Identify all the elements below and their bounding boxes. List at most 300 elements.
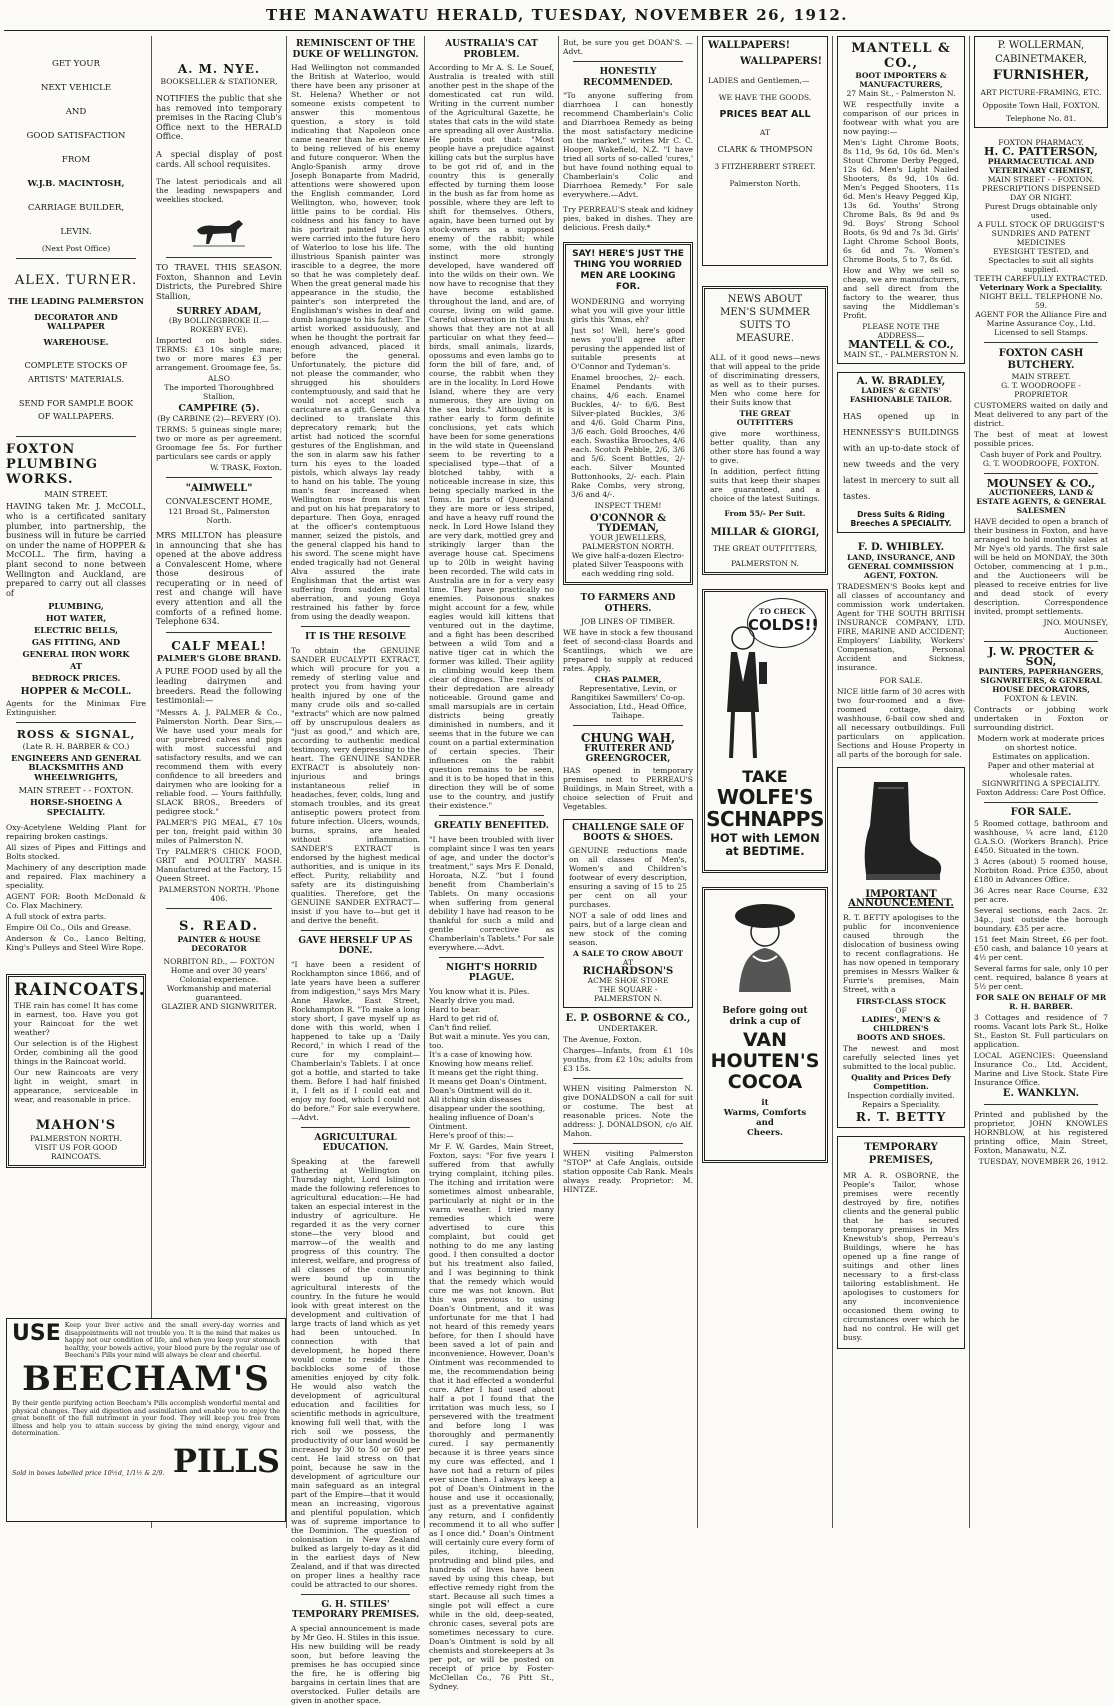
verse-line: Nearly drive you mad.: [429, 995, 515, 1005]
separator: [984, 342, 1098, 343]
calf-title: CALF MEAL!: [171, 638, 267, 653]
column-5: [563, 36, 693, 1528]
imprint-date: TUESDAY, NOVEMBER 26, 1912.: [978, 1156, 1108, 1166]
ad-line: 3 FITZHERBERT STREET.: [714, 162, 816, 172]
separator: [984, 802, 1098, 803]
ad-body: 36 Acres near Race Course, £32 per acre.: [974, 886, 1108, 905]
ad-line: G. T. WOODROOFE, FOXTON.: [982, 458, 1100, 468]
ad-line: Inspection cordially invited. Repairs a Speciality.: [847, 1090, 955, 1109]
ad-body: NICE little farm of 30 acres with two four-roomed and a five-roomed cottage, dairy, washhouse, 6-bail cow shed and all necessary outbuildings. Full particulars on application. Sections and House Property in all parts of the borough for sale.: [837, 686, 965, 759]
ad-line: (Late R. H. BARBER & CO.): [22, 741, 130, 751]
ad-line: EYESIGHT TESTED, and Spectacles to suit all sights supplied.: [988, 246, 1094, 274]
ad-body: TRADESMEN'S Books kept and all classes of accountancy and commission work undertaken. Agent for THE SOUTH BRITISH INSURANCE COMPANY, LTD. FIRE, MARINE AND ACCIDENT; Employers' Liability, Workers' Compensation, Personal Accident and Sickness, insurance.: [837, 581, 965, 672]
ad-line: AND: [65, 107, 87, 117]
mantell-ad: [837, 36, 965, 364]
ad-line: GENERAL IRON WORK: [22, 649, 130, 660]
beecham-ad: [6, 1318, 286, 1522]
ad-line: FOR SALE.: [879, 675, 923, 685]
verse-line: Can't find relief.: [429, 1022, 492, 1032]
ad-line: Licensed to sell Stamps.: [994, 327, 1088, 337]
ad-body: By their gentle purifying action Beecham's Pills accomplish wonderful mental and physical changes. They aid digestion and assimilation and enable you to enjoy the great benefit of the full nutriment in your food. They will keep you free from illness and help you to attain success by giving the mind energy, vigour and determination.: [12, 1398, 280, 1438]
verse-line: Here's proof of this:—: [429, 1130, 514, 1140]
ad-title: WALLPAPERS!: [739, 55, 822, 67]
ad-line: FOXTON PHARMACY.: [998, 138, 1084, 148]
ad-title: COLDS!!: [748, 615, 819, 634]
ad-line: PAINTERS, PAPERHANGERS, SIGNWRITERS, & GENERAL HOUSE DECORATORS,: [978, 666, 1104, 694]
separator: [573, 1078, 683, 1079]
ad-line: BEDROCK PRICES.: [31, 673, 121, 684]
ad-body: Several farms for sale, only 10 per cent. required, balance 8 years at 5½ per cent.: [974, 964, 1108, 992]
ad-line: FIRST-CLASS STOCK: [856, 996, 946, 1006]
column-6: [702, 36, 828, 1528]
ad-title: P. WOLLERMAN,: [997, 40, 1085, 51]
imprint: Printed and published by the proprietor, JOHN KNOWLES HORNBLOW, at his registered printing office, Main Street, Foxton, Manawatu, N.Z.: [974, 1109, 1108, 1155]
ad-line: HOT with LEMON at BEDTIME.: [710, 830, 820, 858]
column-rule: [286, 36, 287, 1528]
ad-title: VAN HOUTEN'S COCOA: [710, 1028, 820, 1093]
column-3: [291, 36, 421, 1705]
ad-body: Keep your liver active and the small every-day worries and disappointments will not trouble you. It is the mind that makes us happy not our condition of life, and when you keep your stomach healthy, your bowels active, your blood pure by the regular use of Beecham's Pills your mind will always be clear and cheerful.: [64, 1321, 280, 1360]
ad-title: FURNISHER,: [992, 68, 1090, 84]
verse-line: But wait a minute. Yes you can, too.: [429, 1031, 550, 1050]
ad-line: CARRIAGE BUILDER,: [27, 203, 125, 213]
ad-line: Foxton Address: Care Post Office.: [976, 787, 1106, 797]
raincoats-title: RAINCOATS.: [14, 980, 146, 1001]
ad-line: The Avenue, Foxton.: [563, 1034, 642, 1044]
ad-line: THE GREAT OUTFITTERS,: [712, 543, 818, 553]
ad-signature: CHAS PALMER,: [594, 675, 662, 685]
ad-line: WAREHOUSE.: [43, 336, 109, 347]
ad-line: SEND FOR SAMPLE BOOK: [18, 397, 134, 408]
ad-line: Estimates on application.: [992, 751, 1090, 761]
ad-body: Several sections, each 2acs. 2r. 34p., just outside the borough boundary. £35 per acre.: [974, 906, 1108, 934]
ad-line: CONVALESCENT HOME,: [165, 496, 273, 507]
ad-line: INSPECT THEM!: [594, 501, 662, 510]
ad-line: AUCTIONEERS, LAND & ESTATE AGENTS, & GENERAL SALESMEN: [976, 488, 1106, 516]
ad-line: and: [756, 1117, 774, 1128]
ad-line: HORSE-SHOEING A SPECIALITY.: [30, 797, 122, 817]
ad-line: Veterinary Work a Speciality.: [979, 282, 1103, 292]
separator: [301, 1594, 410, 1595]
ad-body: A PURE FOOD used by all the leading dairymen and breeders. Read the following testimonial:—: [156, 666, 282, 706]
ad-line: FOR SALE ON BEHALF OF MR R. H. BARBER.: [975, 993, 1107, 1012]
ad-line: SIGNWRITING A SPECIALITY.: [981, 778, 1101, 788]
ad-line: ACME SHOE STORE: [587, 976, 669, 986]
ad-body: R. T. BETTY apologises to the public for inconvenience caused through the dislocation of business owing to recent conflagrations. He has now opened in temporary premises in Messrs Walker & Furrie's premises, Main Street, with a: [843, 912, 959, 994]
beecham-pills: PILLS: [172, 1441, 280, 1480]
waiter-figure-icon: [711, 622, 771, 762]
ad-line: A FULL STOCK OF DRUGGIST'S SUNDRIES AND PATENT MEDICINES: [977, 219, 1105, 247]
ad-body: Imported on both sides. TERMS: £3 10s single mare; two or more mares £3 per arrangement. Groomage fee, 5s.: [156, 336, 282, 373]
ad-signature: W. TRASK, Foxton.: [210, 462, 282, 472]
verse-line: You know what it is. Piles.: [429, 986, 530, 996]
ad-line: Modern work at moderate prices on shortest notice.: [977, 733, 1105, 752]
article-headline: GAVE HERSELF UP AS DONE.: [298, 935, 413, 956]
ad-body: 151 feet Main Street, £6 per foot. £50 cash, and balance 10 years at 4½ per cent.: [974, 935, 1108, 963]
ad-line: We give half-a-dozen Electro-plated Silver Teaspoons with each wedding ring sold.: [571, 551, 685, 579]
column-8: [974, 36, 1108, 1528]
separator: [301, 930, 410, 931]
ad-line: BOOKSELLER & STATIONER,: [160, 77, 278, 86]
article-headline: TO FARMERS AND OTHERS.: [580, 593, 676, 614]
article-body: Had Wellington not commanded the British at Waterloo, would there have been any prisoner at St. Helena? Whether or not someone exists competent to answer this momentous question, a story is told indicating that Napoleon once came nearer than he ever knew to being relieved of his enemy and future conqueror. When the Anglo-Spanish army drove Joseph Bonaparte from Madrid, attentions were showered upon the English commander, Lord Wellington, who, however, took little pains to be cordial. His coldness and his fancy to have his portrait painted by Goya were carried into the future hero of Waterloo to lose his life. The illustrious Spanish painter was irascible to a degree, the more so that he was completely deaf. When the great general made his appearance in the studio, the painter's son interpreted the Englishman's wishes in deaf and dumb language to his father. The artist worked assiduously, and when he thought the portrait far enough advanced, placed it before the general. Unfortunately, the picture did not please the commander, who shrugged his shoulders contemptuously, and said that he would not accept such a caricature as a gift. General Alva declined to translate this deprecatory remark; but the artist had noticed the scornful gestures of the Englishman, and the son in alarm saw his father turn his eyes to the loaded pistols, which always lay ready to hand on his table. The young man's fear increased when Wellington rose from his seat and put on his hat preparatory to departure. Then Goya, enraged at the officer's contemptuous manner, seized the pistols, and the general clapped his hand to his sword. The scene might have ended tragically had not General Alva assured the irate Englishman that the artist was suffering from sudden mental aberration, and young Goya restrained his father by force from using the deadly weapon.: [291, 63, 420, 621]
ad-body: Our selection is of the Highest Order, combining all the good things in the Raincoat world.: [14, 1039, 138, 1067]
ad-title: TEMPORARY PREMISES,: [864, 1141, 938, 1166]
ad-line: AT: [759, 127, 771, 137]
ad-line: NIGHT BELL. TELEPHONE No. 59.: [979, 291, 1103, 310]
ad-title: WOLFE'S SCHNAPPS: [706, 784, 824, 831]
wollerman-ad: [974, 36, 1108, 128]
ad-line: PLEASE NOTE THE ADDRESS—: [862, 322, 940, 340]
column-rule: [424, 36, 425, 1528]
ad-line: WE HAVE THE GOODS.: [718, 93, 812, 103]
ad-line: Quality and Prices Defy Competition.: [851, 1072, 951, 1091]
ad-line: NEXT VEHICLE: [40, 83, 112, 93]
ad-title: WALLPAPERS!: [708, 40, 791, 51]
ad-line: LADIES and Gentlemen,—: [708, 76, 810, 86]
ad-line: THE GREAT OUTFITTERS: [736, 409, 794, 427]
beecham-name: BEECHAM'S: [22, 1358, 270, 1399]
verse-line: It means get the right thing.: [429, 1067, 539, 1077]
ad-body: A special display of post cards. All school requisites.: [156, 148, 282, 169]
separator: [166, 632, 272, 633]
ad-signature: JNO. MOUNSEY,: [1043, 618, 1108, 628]
separator: [573, 1143, 683, 1144]
ad-body: The latest periodicals and all the leading newspapers and weeklies stocked.: [156, 177, 282, 205]
separator: [439, 957, 544, 958]
ad-title: J. W. PROCTER & SON,: [988, 645, 1094, 668]
ad-body: Our new Raincoats are very light in weight, smart in appearance, serviceable in wear, and reasonable in price.: [14, 1068, 138, 1105]
ad-line: PALMERSTON NORTH.: [581, 542, 675, 552]
ad-line: THE SQUARE - PALMERSTON N.: [593, 985, 663, 1004]
ad-body: Try PALMER'S CHICK FOOD, GRIT and POULTRY MASH. Manufactured at the Factory, 15 Queen Street.: [156, 846, 282, 883]
verse-line: Hard to get rid of.: [429, 1013, 499, 1023]
ad-body: The best of meat at lowest possible prices.: [974, 429, 1108, 448]
turner-title: ALEX. TURNER.: [14, 273, 138, 288]
macintosh-ad: [6, 52, 146, 253]
column-2: [156, 36, 282, 1310]
ad-body: HAS opened up in HENNESSY'S BUILDINGS with an up-to-date stock of new tweeds and the very latest in mercery to suit all tastes.: [843, 411, 959, 502]
separator: [166, 477, 272, 478]
ad-line: Warms, Comforts: [723, 1107, 807, 1118]
article-body: "To anyone suffering from diarrhoea I can honestly recommend Chamberlain's Colic and Diarrhoea Remedy as being the most satisfactory medicine on the market," writes Mr C. C. Hooper, Wakefield, N.Z. "I have tried all sorts of so-called 'cures,' but have found nothing equal to Chamberlain's Colic and Diarrhoea Remedy." For sale everywhere.—Advt.: [563, 91, 693, 199]
verse-line: Hard to bear.: [429, 1004, 481, 1014]
ad-line: From 55/- Per Suit.: [724, 509, 806, 518]
ad-line: (By BOLLINGBROKE II.—ROKEBY EVE).: [168, 316, 270, 335]
ad-line: 27 Main St., - Palmerston N.: [846, 89, 956, 98]
lady-portrait-icon: [725, 896, 805, 996]
ad-body: TERMS: 5 guineas single mare; two or more as per agreement. Groomage fee 5s. For further particulars see cards or apply: [156, 424, 282, 461]
ad-line: PHARMACEUTICAL AND VETERINARY CHEMIST,: [987, 156, 1095, 175]
ad-body: Men's Light Chrome Boots, 8s 11d, 9s 6d, 10s 6d. Men's Stout Chrome Derby Pegged, 12s 6d. Men's Light Nailed Shooters, 8s 9d, 10s 6d. Men's Pegged Shooters, 11s 6d. Men's Heavy Pegged Kip, 13s 6d. Youths' Strong Chrome Bals, 8s 9d and 9s 9d. Boys' Strong School Boots, 6s 9d and 7s 3d. Girls' Light Chrome School Boots, 6s 6d and 7s. Women's Chrome Boots, 5 to 7, 8s 6d.: [843, 138, 959, 264]
ad-body: CUSTOMERS waited on daily and Meat delivered to any part of the district.: [974, 400, 1108, 428]
ad-line: MAIN STREET - - FOXTON.: [18, 784, 134, 795]
ad-line: OF: [895, 1005, 907, 1015]
ad-title: CHALLENGE SALE OF BOOTS & SHOES.: [571, 823, 685, 843]
ad-line: MAIN STREET.: [44, 488, 108, 499]
ad-line: The imported Thoroughbred Stallion,: [164, 383, 274, 402]
plumbing-list: [6, 600, 146, 684]
ad-body: HAS opened in temporary premises next to PERREAU'S Buildings, in Main Street, with a choice selection of Fruit and Vegetables.: [563, 766, 693, 812]
ad-title: H. C. PATTERSON,: [984, 145, 1098, 159]
separator: [984, 473, 1098, 474]
ad-title: NEWS ABOUT MEN'S SUMMER SUITS TO MEASURE.: [720, 294, 810, 344]
ad-line: 121 Broad St., Palmerston North.: [168, 506, 270, 525]
column-rule: [151, 36, 152, 1528]
ad-line: Representative, Levin, or Rangitikei Sawmillers' Co-op. Association, Ltd., Head Office, Taihape.: [569, 684, 687, 721]
boot-icon: [856, 776, 946, 886]
column-7: [837, 36, 965, 1528]
bradley-ad: [837, 372, 965, 534]
separator: [16, 436, 136, 437]
ad-line: COMPLETE STOCKS OF: [24, 360, 128, 371]
ad-body: Enamel brooches, 2/- each. Enamel Pendants with chains, 4/6 each. Enamel Buckles, 4/- to 6/6. Best Silver-plated Buckles, 3/6 and 4/6. Gold Charm Pins, 3/6 each. Gold Brooches, 4/6 each. Swastika Brooches, 4/6 each. Scotch Pebble, 2/6, 3/6 and 5/6. Scent Bottles, 2/- each. Silver Mounted Buttonhooks, 2/- each. Plain Rake Combs, very strong, 3/6 and 4/-.: [571, 373, 685, 499]
masthead-rule: [4, 30, 1110, 31]
beecham-use: USE: [12, 1321, 61, 1346]
ad-title: A. W. BRADLEY,: [856, 375, 946, 387]
ad-line: ALSO: [208, 374, 230, 384]
ad-line: Home and over 30 years' Colonial experience.: [170, 965, 268, 984]
cocoa-tagline: [705, 1098, 825, 1138]
ad-body: 3 Acres (about) 5 roomed house, Norbiton Road. Price £350, about £180 in Advances Office.: [974, 857, 1108, 885]
ad-line: DECORATOR AND WALLPAPER: [34, 311, 118, 332]
article-headline: GREATLY BENEFITED.: [434, 821, 549, 831]
article-body: Mr F. W. Gardes, Main Street, Foxton, says: "For five years I suffered from that awfully trying complaint, itching piles. The itching and irritation were sometimes almost unbearable, particularly at night or in the warm weather. I tried many remedies which were advertised to cure this complaint, but could get nothing to do me any lasting good. I then consulted a doctor but his treatment also failed, and I was beginning to think that the remedy which would cure me was not known. But this was previous to using Doan's Ointment, and it was unfortunate for me that I had not heard of this remedy years before, for then I should have been saved a lot of pain and inconvenience. However, Doan's Ointment was recommended to me, the recommendation being that it had effected a wonderful cure. After I had used about half a pot I found that the irritation was much less, so I persevered with the treatment and before long I was thoroughly and permanently cured. I say permanently because it is three years since my cure was effected, and I have not had a return of piles ever since then. I always keep a pot of Doan's Ointment in the house and use it occasionally, just as a preventative against any return, and I confidently recommend it to all who suffer as I once did." Doan's Ointment will certainly cure every form of piles, itching, bleeding, protruding and blind piles, and hundreds of lives have been saved by using this cheap, but effective remedy right from the start. Because all such times a single pot will effect a cure while in the old, deep-seated, chronic cases, several pots are sometimes necessary to cure. Doan's Ointment is sold by all chemists and storekeepers at 3s per pot, or will be posted on receipt of price by Foster-McClellan Co., 76 Pitt St., Sydney.: [429, 1141, 554, 1691]
suits-ad: [702, 286, 828, 575]
ross-title: ROSS & SIGNAL,: [16, 727, 136, 741]
ad-line: Before going out drink a cup of: [722, 1005, 808, 1027]
article-body: A special announcement is made by Mr Geo. H. Stiles in this issue. His new building will be ready soon, but before leaving the premises he has occupied since the fire, he is offering big bargains in certain lines that are overstocked. Fuller details are given in another space.: [291, 1623, 421, 1705]
ad-line: LADIES' & GENTS' FASHIONABLE TAILOR.: [849, 386, 953, 405]
ad-line: Workmanship and material guaranteed.: [166, 983, 272, 1002]
ad-line: Cash buyer of Pork and Poultry.: [980, 449, 1102, 459]
horse-icon: [189, 216, 249, 252]
raincoats-ad: [6, 974, 146, 1168]
article-headline: NIGHT'S HORRID PLAGUE.: [445, 962, 538, 983]
separator: [984, 641, 1098, 642]
ad-body: "Messrs A. J. PALMER & Co., Palmerston North. Dear Sirs,—We have used your meals for our purebred calves and pigs with most successful and satisfactory results, and we can recommend them with every confidence to all breeders and dairymen who are looking for a reliable food. — Yours faithfully, SLACK BROS., Breeders of pedigree stock.": [156, 707, 282, 816]
verse-line: Knowing how means relief.: [429, 1058, 534, 1068]
ad-line: PALMER'S GLOBE BRAND.: [156, 652, 282, 663]
mahons-title: MAHON'S: [35, 1118, 117, 1134]
ad-line: HOT WATER,: [45, 613, 107, 624]
ad-line: JOB LINES OF TIMBER.: [580, 617, 676, 627]
separator: [301, 626, 410, 627]
separator: [439, 815, 544, 816]
article-body: Try PERREAU'S steak and kidney pies, baked in dishes. They are delicious. Fresh daily.*: [563, 205, 693, 232]
ad-line: TO CHECK: [758, 606, 806, 616]
verse-line: All itching skin diseases disappear under the soothing, healing influence of Doan's Ointment.: [429, 1094, 546, 1131]
ad-body: WHEN visiting Palmerston "STOP" at Cafe Anglais, outside station opposite Cab Rank. Meals always ready. Proprietor: M. HINTZE.: [563, 1148, 693, 1194]
ad-line: ARTISTS' MATERIALS.: [27, 373, 125, 384]
horse-name: SURREY ADAM,: [176, 305, 262, 317]
ad-line: Sold in boxes labelled price 10½d, 1/1½ & 2/9.: [12, 1468, 165, 1477]
ad-line: FRUITERER AND GREENGROCER,: [584, 744, 672, 764]
article-body: But, be sure you get DOAN'S. —Advt.: [563, 38, 693, 56]
ad-line: GET YOUR: [51, 59, 101, 69]
ad-signature: HOPPER & McCOLL.: [20, 686, 132, 698]
ad-body: HAVING taken Mr. J. McCOLL, who is a certificated sanitary plumber, into partnership, the business will in future be carried on under the name of HOPPER & McCOLL. The firm, having a plant second to none between Wellington and Auckland, are prepared to carry out all classes of: [6, 501, 146, 598]
ad-title: FOR SALE.: [1010, 806, 1072, 818]
ad-line: Empire Oil Co., Oils and Grease.: [6, 923, 132, 933]
ad-signature: O'CONNOR & TYDEMAN,: [589, 513, 667, 534]
ad-body: give more worthiness, better quality, than any other store has found a way to give.: [710, 429, 820, 465]
ad-line: LAND, INSURANCE, AND GENERAL COMMISSION AGENT, FOXTON.: [846, 552, 956, 580]
separator: [573, 725, 683, 726]
ad-body: WE respectfully invite a comparison of our prices in footwear with what you are now paying:—: [843, 100, 959, 136]
wolfe-schnapps-ad: [702, 589, 828, 873]
ad-line: PRESCRIPTIONS DISPENSED DAY OR NIGHT.: [981, 183, 1101, 202]
column-rule: [697, 36, 698, 1528]
chung-title: CHUNG WAH,: [580, 731, 676, 746]
ad-title: IMPORTANT ANNOUNCEMENT.: [848, 888, 954, 910]
ad-body: WHEN visiting Palmerston N. give DONALDSON a call for suit or costume. The best at reasonable prices. Note the address: J. DONALDSON, c/o Alf. Mahon.: [563, 1083, 693, 1138]
ad-line: Auctioneer.: [1064, 627, 1108, 637]
ad-line: AGENT FOR the Alliance Fire and Marine Assurance Coy., Ltd.: [975, 309, 1107, 328]
betty-ad: [837, 767, 965, 1128]
ad-body: 5 Roomed cottage, bathroom and washhouse, ¼ acre land, £120 G.A.S.O. (Workers Branch). Price £450. Situated in the town.: [974, 819, 1108, 856]
ad-line: FOXTON & LEVIN.: [1004, 693, 1078, 703]
wallpapers-ad: [702, 36, 828, 266]
ad-line: NORBITON RD., — FOXTON: [163, 956, 275, 966]
article-headline: REMINISCENT OF THE DUKE OF WELLINGTON.: [292, 39, 419, 60]
ad-line: AGENT FOR: Booth McDonald & Co. Flax Machinery.: [6, 892, 146, 911]
ad-line: MAIN STREET.: [1011, 371, 1071, 381]
ad-body: THE rain has come! It has come in earnest, too. Have you got your Raincoat for the wet weather?: [14, 1001, 138, 1038]
ad-line: PRICES BEAT ALL: [719, 109, 811, 121]
ad-title: MOUNSEY & CO.,: [986, 476, 1096, 490]
ad-line: PALMERSTON NORTH.: [29, 1134, 123, 1144]
nye-title: A. M. NYE.: [177, 62, 261, 76]
column-4: [429, 36, 554, 1691]
plumbing-ad: [6, 442, 146, 717]
ad-line: Dress Suits & Riding Breeches A SPECIALITY.: [850, 510, 952, 529]
ad-line: UNDERTAKER.: [598, 1023, 658, 1033]
article-body: "I have been troubled with liver complaint since I was ten years of age, and under the doctor's treatment," says Mrs F. Donald, Horoata, N.Z. "but I found benefit from Chamberlain's Tablets. On many occasions when suffering from general debility I have had reason to be thankful for such a mild and gentle corrective as Chamberlain's Tablets." For sale everywhere.—Advt.: [429, 834, 554, 952]
ad-body: NOT a sale of odd lines and pairs, but of a large clean and new stock of the coming season.: [569, 910, 687, 947]
ad-title: FOXTON CASH BUTCHERY.: [998, 347, 1084, 371]
horse-name: CAMPFIRE (5).: [178, 403, 260, 415]
ad-line: VISIT US FOR GOOD RAINCOATS.: [34, 1143, 118, 1162]
article-body: "I have been a resident of Rockhampton since 1866, and of late years have been a sufferer from indigestion," says Mrs Mary Anne Hawke, East Street, Rockhampton R. "To make a long story short, I gave myself up as done with this world, when I happened to take up a 'Daily Record,' in which I read of the cure for my complaint—Chamberlain's Tablets. I at once got a bottle, and started to take them. Before I had half finished it, I felt as if I could eat and enjoy my food, which I could not do before." For sale everywhere.—Advt.: [291, 959, 420, 1122]
ad-line: CABINETMAKER,: [995, 53, 1087, 65]
separator: [301, 1127, 410, 1128]
aimwell-title: "AIMWELL": [185, 482, 253, 494]
article-headline: AUSTRALIA'S CAT PROBLEM.: [445, 39, 538, 60]
ad-line: ELECTRIC BELLS,: [34, 625, 118, 636]
separator: [166, 908, 272, 909]
ad-body: ALL of it good news—news that will appeal to the pride of discriminating dressers, as well as to their purses. Men who come here for their Suits know that: [710, 353, 820, 407]
separator: [573, 61, 683, 62]
ad-body: MRS MILLTON has pleasure in announcing that she has opened at the above address a Convalescent Home, where those desirous of recuperating or in need of rest and change will have every attention and all the comforts of a refined home. Telephone 634.: [156, 529, 282, 627]
ad-line: YOUR JEWELLERS,: [589, 533, 667, 543]
osborne-tailor-ad: [837, 1136, 965, 1349]
ad-line: BOOT IMPORTERS & MANUFACTURERS,: [855, 71, 947, 89]
ad-line: A full stock of extra parts.: [6, 912, 107, 922]
ad-line: All sizes of Pipes and Fittings and Bolts stocked.: [6, 843, 146, 862]
ad-signature: MANTELL & CO.,: [848, 338, 954, 351]
read-title: S. READ.: [178, 918, 260, 934]
ad-body: NOTIFIES the public that she has removed into temporary premises in the Racing Club's Office next to the HERALD Office.: [156, 93, 282, 142]
plumbing-title: FOXTON PLUMBING WORKS.: [6, 441, 98, 487]
ad-line: Machinery of any description made and repaired. Flax machinery a speciality.: [6, 863, 146, 891]
column-rule: [832, 36, 833, 1528]
ad-line: AT: [622, 957, 634, 967]
ad-line: Purest Drugs obtainable only used.: [984, 201, 1098, 220]
ad-line: GOOD SATISFACTION: [26, 131, 126, 141]
separator: [16, 722, 136, 723]
ad-body: Just so! Well, here's good news you'll agree after perusing the appended list of suitable presents at O'Connor and Tydeman's.: [571, 326, 685, 371]
ad-body: Contracts or jobbing work undertaken in Foxton or surrounding district.: [974, 704, 1108, 732]
article-headline: HONESTLY RECOMMENDED.: [583, 67, 673, 88]
ad-line: Telephone No. 81.: [1005, 114, 1076, 124]
ad-body: MR A. R. OSBORNE, the People's Tailor, whose premises were recently destroyed by fire, notifies clients and the general public that he has secured temporary premises in Mrs Knewstub's shop, Perreau's Buildings, where he has opened up a fine range of suitings and other lines necessary to a first-class tailoring establishment. He apologises to customers for any inconvenience occasioned them owing to circumstances over which he had no control. He will get busy.: [843, 1170, 959, 1342]
ad-line: ART PICTURE-FRAMING, ETC.: [980, 88, 1102, 98]
ad-line: PAINTER & HOUSE DECORATOR: [177, 934, 261, 953]
ad-body: 3 Cottages and residence of 7 rooms. Vacant lots Park St., Holke St., Easton St. Full particulars on application.: [974, 1013, 1108, 1050]
ad-body: WONDERING and worrying what you will give your little girls this 'Xmas, eh?: [571, 297, 685, 324]
ad-line: GAS FITTING, AND: [31, 637, 121, 648]
jeweller-ad: [563, 242, 693, 585]
ad-line: W.J.B. MACINTOSH,: [27, 179, 125, 189]
article-headline: IT IS THE RESOLVE: [305, 632, 406, 642]
ad-line: PALMERSTON N.: [730, 558, 800, 568]
ad-line: PALMERSTON NORTH. 'Phone 406.: [158, 884, 280, 903]
ad-body: Charges—Infants, from £1 10s youths, from £2 10s; adults from £3 15s.: [563, 1045, 693, 1073]
ad-line: G. T. WOODROOFE - PROPRIETOR: [1001, 380, 1081, 399]
article-body: To obtain the GENUINE SANDER EUCALYPTI EXTRACT, which will procure for you a remedy of sterling value and protect you from having your health injured by one of the many crude oils and so-called "extracts" which are now palmed off by unscrupulous dealers as "just as good," and which are, according to authentic medical testimony, very depressing to the heart. The GENUINE SANDER EXTRACT is absolutely non-injurious and brings instantaneous relief in headaches, fever, colds, lung and stomach troubles, and its great antiseptic powers protect from future infection. Ulcers, wounds, burns, sprains, are healed without inflammation. SANDER'S EXTRACT is endorsed by the highest medical authorities, and is unique in its effect. Purity, reliability and safety are its distinguishing qualities. Therefore, get the GENUINE SANDER EXTRACT—insist if you have to—but get it and derive the benefit.: [291, 645, 420, 925]
ad-title: SAY! HERE'S JUST THE THING YOU WORRIED MEN ARE LOOKING FOR.: [572, 249, 684, 292]
ad-body: In addition, perfect fitting suits that keep their shapes are guaranteed, and a choice of the latest Suitings.: [710, 467, 820, 503]
ad-line: PLUMBING,: [48, 601, 104, 612]
ad-line: OF WALLPAPERS.: [37, 411, 115, 422]
ad-body: PALMER'S PIG MEAL, £7 10s per ton, freight paid within 30 miles of Palmerston N.: [156, 817, 282, 845]
ad-signature: R. T. BETTY: [855, 1109, 947, 1124]
ad-line: Oxy-Acetylene Welding Plant for repairing broken castings.: [6, 823, 146, 842]
ad-line: TAKE: [742, 766, 788, 786]
plague-verse: [429, 987, 554, 1140]
masthead: THE MANAWATU HERALD, TUESDAY, NOVEMBER 26, 1912.: [265, 6, 849, 24]
ad-line: ENGINEERS AND GENERAL BLACKSMITHS AND WHEELWRIGHTS,: [11, 752, 141, 783]
ad-title: F. D. WHIBLEY.: [857, 542, 945, 554]
article-body: According to Mr A. S. Le Souef, Australia is treated with still another pest in the shape of the domesticated cat run wild. Writing in the current number of the Agricultural Gazette, he states that cats in the wild state are spreading all over Australia. He points out that: "Most people have a prejudice against killing cats but the surplus have to be got rid of, and in the country this is generally effected by turning them loose in the bush as far from home as possible, where they are left to shift for themselves. Others, again, have been turned out by stock-owners as a supposed enemy of the rabbit; while some, with the old hunting instinct more strongly developed, have wandered off into the wilds on their own. We now have to recognise that they have become established throughout the land, and are, of course, living on wild game. Careful observation in the bush shows that they are not at all particular on what they feed—birds, small animals, lizards, opossums and even lambs go to form the bill of fare, and, of course, the rabbit when they are in the locality. In Lord Howe Island, where they are very numerous, they are living on the sea birds." Although it is rather early to form definite conclusions, yet cats which have been for some generations in the wild state in Queensland seem to be reverting to a specialised type—that of a blotched tabby, with a noticeable increase in size, this being specially marked in the Toms. In parts of Queensland they are more or less striped, and have a heavy ruff round the neck. In Lord Howe Island they are very dark, mottled grey and strikingly larger than the average house cat. Specimens up to 20lb in weight having been recorded. The wild cats in Australia are in for a very easy time. They have practically no enemies. Poisonous snakes might account for a few, while eagles would kill kittens that ventured out in the daytime, and a fight has been described between a wild Tom and a native tiger cat in which the former was killed. Their agility in climbing would keep them clear of dingoes. The results of their depredation are already noticeable. Ground game and small marsupials are in certain districts being greatly diminished in numbers, and it seems that in the future we can count on a partial extermination of certain species. Their influences on the rabbit question remains to be seen, and it is to be hoped that in this direction they will be of some use to the country, and justify their existence.": [429, 63, 554, 810]
ad-body: The newest and most carefully selected lines yet submitted to the local public.: [843, 1043, 959, 1071]
article-body: Speaking at the farewell gathering at Wellington on Thursday night, Lord Islington made the following references to agricultural education:—He had taken an especial interest in the industry of agriculture. He regarded it as the very corner stone—the very blood and marrow—of the wealth and progress of this country. The interest, welfare, and progress of all classes of the community were bound up in the agricultural interests of the country. In the future he would look with great interest on the development and cultivation of large tracts of land which as yet had been untouched. In connection with that development, he hoped there would come to reside in the backblocks some of those amenities enjoyed by city folk. He would also watch the development of agricultural education and facilities for scientific methods in agriculture, knowing full well that, with the rich soil we possess, the productivity of our land would be increased by 30 to 50 or 60 per cent. He laid stress on that point, because he saw in the development of agriculture our main safeguard as an integral part of the Empire—that it would mean an increasing, vigorous and plentiful population, which was of supreme importance to the Dominion. The question of colonisation in New Zealand bulked as largely to-day as it did in the earliest days of New Zealand, and if that was directed on proper lines a healthy race could be attracted to our shores.: [291, 1156, 420, 1589]
ad-body: GENUINE reductions made on all classes of Men's, Women's and Children's footwear of every description, ensuring a saving of 15 to 25 per cent on all your purchases.: [569, 845, 687, 909]
ad-line: Cheers.: [747, 1127, 783, 1138]
ad-signature: E. WANKLYN.: [1002, 1088, 1080, 1100]
osborne-title: E. P. OSBORNE & CO.,: [565, 1013, 691, 1025]
article-headline: AGRICULTURAL EDUCATION.: [314, 1132, 397, 1153]
ad-line: FROM: [61, 155, 91, 165]
column-1: [6, 36, 146, 1528]
van-houten-ad: [702, 887, 828, 1163]
ad-signature: RICHARDSON'S: [582, 965, 674, 977]
ad-line: Opposite Town Hall, FOXTON.: [982, 101, 1100, 111]
ad-line: LEVIN.: [60, 227, 92, 237]
separator: [166, 257, 272, 258]
ad-body: LOCAL AGENCIES: Queensland Insurance Co., Ltd. Accident, Marine and Live Stock. State Fire Insurance Office.: [974, 1051, 1108, 1088]
ad-line: Paper and other material at wholesale rates.: [987, 760, 1095, 779]
ad-line: Anderson & Co., Lanco Belting, King's Pulleys and Steel Wire Rope.: [6, 934, 146, 953]
ad-line: MAIN STREET - - FOXTON.: [987, 174, 1095, 184]
ad-title: MANTELL & CO.,: [851, 41, 951, 71]
ad-body: HAVE decided to open a branch of their business in Foxton, and have arranged to hold monthly sales at Mr Nye's old yards. The first sale will be held on MONDAY, the 30th October, commencing at 1 p.m., and the Auctioneers will be pleased to receive entries for live and dead stock of every description. Correspondence invited, prompt settlements.: [974, 517, 1108, 617]
ad-body: TO TRAVEL THIS SEASON. Foxton, Shannon and Levin Districts, the Purebred Shire Stallion,: [156, 262, 282, 301]
ad-line: MAIN ST., - PALMERSTON N.: [843, 349, 959, 359]
ross-ad: [6, 728, 146, 953]
ad-line: (By CARBINE (2)—REVERY (O).: [157, 413, 281, 423]
